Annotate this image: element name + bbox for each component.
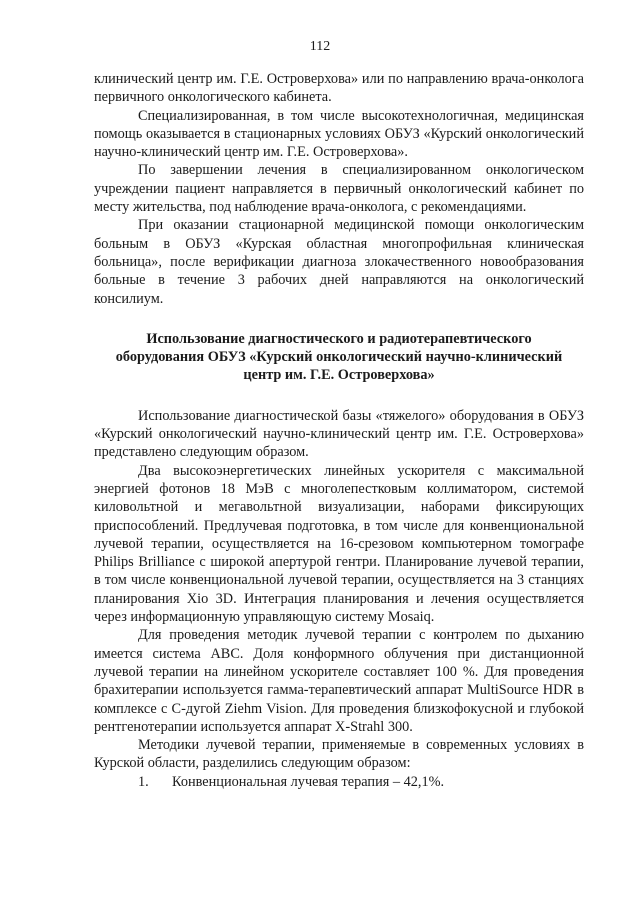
paragraph: По завершении лечения в специализированном онкологическом учреждении пациент направляется в первичный онкологический кабинет по месту жительства, под наблюдение врача-онколога, с рекомендациями. xyxy=(94,162,584,216)
section-heading-line: Использование диагностического и радиотерапевтического xyxy=(146,330,532,347)
section-heading-line: центр им. Г.Е. Островерхова» xyxy=(243,367,435,384)
section-heading xyxy=(94,330,584,385)
paragraph: При оказании стационарной медицинской помощи онкологическим больным в ОБУЗ «Курская областная многопрофильная клиническая больница», после верификации диагноза злокачественного новообразования больные в течение 3 рабочих дней направляются на онкологический консилиум. xyxy=(94,217,584,307)
document-body xyxy=(94,70,584,791)
section-heading-line: оборудования ОБУЗ «Курский онкологический научно-клинический xyxy=(115,349,563,366)
paragraph: клинический центр им. Г.Е. Островерхова» или по направлению врача-онколога первичного онкологического кабинета. xyxy=(94,71,584,106)
paragraph: Для проведения методик лучевой терапии с контролем по дыханию имеется система ABC. Доля конформного облучения при дистанционной лучевой терапии на линейном ускорителе составляет 100 %. Для проведения брахитерапии используется гамма-терапевтический аппарат MultiSource HDR в комплексе с С-дугой Ziehm Vision. Для проведения близкофокусной и глубокой рентгенотерапии используется аппарат X-Strahl 300. xyxy=(94,627,584,735)
paragraph: Методики лучевой терапии, применяемые в современных условиях в Курской области, разделились следующим образом: xyxy=(94,737,584,772)
page-number: 112 xyxy=(309,39,331,54)
paragraph: Специализированная, в том числе высокотехнологичная, медицинская помощь оказывается в стационарных условиях ОБУЗ «Курский онкологический научно-клинический центр им. Г.Е. Островерхова». xyxy=(94,107,584,161)
list-item xyxy=(94,773,584,791)
list-item-text: Конвенциональная лучевая терапия – 42,1%. xyxy=(172,773,445,790)
paragraph: Использование диагностической базы «тяжелого» оборудования в ОБУЗ «Курский онкологический научно-клинический центр им. Г.Е. Островерхова» представлено следующим образом. xyxy=(94,407,584,461)
paragraph: Два высокоэнергетических линейных ускорителя с максимальной энергией фотонов 18 МэВ с многолепестковым коллиматором, системой киловольтной и мегавольтной визуализации, наборами фиксирующих приспособлений. Предлучевая подготовка, в том числе для конвенциональной лучевой терапии, осуществляется на 16-срезовом компьютерном томографе Philips Brilliance с широкой апертурой гентри. Планирование лучевой терапии, в том числе конвенциональной лучевой терапии, осуществляется на 3 станциях планирования Xio 3D. Интеграция планирования и лечения осуществляется через информационную управляющую систему Mosaiq. xyxy=(94,462,584,626)
list-item-number: 1. xyxy=(138,773,149,790)
